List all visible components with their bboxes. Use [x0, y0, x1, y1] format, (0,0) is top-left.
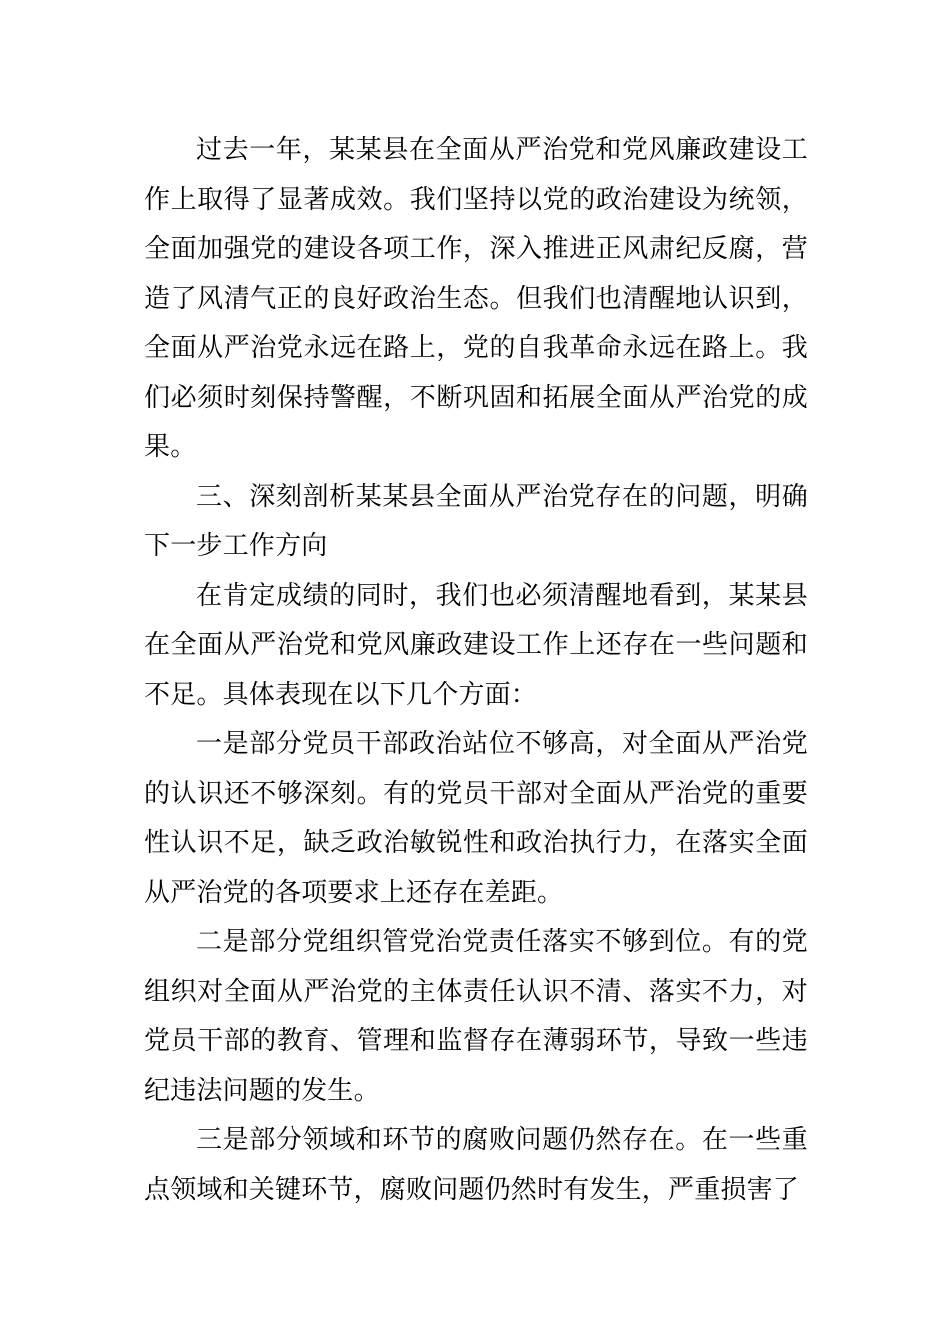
paragraph-achievements: 过去一年，某某县在全面从严治党和党风廉政建设工作上取得了显著成效。我们坚持以党的政治建设为统领，全面加强党的建设各项工作，深入推进正风肃纪反腐，营造了风清气正的良好政治生态。但我们也清醒地认识到，全面从严治党永远在路上，党的自我革命永远在路上。我们必须时刻保持警醒，不断巩固和拓展全面从严治党的成果。 — [144, 135, 808, 462]
section-heading-problems: 三、深刻剖析某某县全面从严治党存在的问题，明确下一步工作方向 — [144, 481, 808, 561]
paragraph-problem-three: 三是部分领域和环节的腐败问题仍然存在。在一些重点领域和关键环节，腐败问题仍然时有发生，严重损害了 — [144, 1125, 808, 1205]
paragraph-problems-intro: 在肯定成绩的同时，我们也必须清醒地看到，某某县在全面从严治党和党风廉政建设工作上还存在一些问题和不足。具体表现在以下几个方面： — [144, 580, 808, 710]
paragraph-problem-two: 二是部分党组织管党治党责任落实不够到位。有的党组织对全面从严治党的主体责任认识不清、落实不力，对党员干部的教育、管理和监督存在薄弱环节，导致一些违纪违法问题的发生。 — [144, 927, 808, 1106]
paragraph-problem-one: 一是部分党员干部政治站位不够高，对全面从严治党的认识还不够深刻。有的党员干部对全面从严治党的重要性认识不足，缺乏政治敏锐性和政治执行力，在落实全面从严治党的各项要求上还存在差距。 — [144, 729, 808, 908]
document-body — [144, 126, 808, 1215]
